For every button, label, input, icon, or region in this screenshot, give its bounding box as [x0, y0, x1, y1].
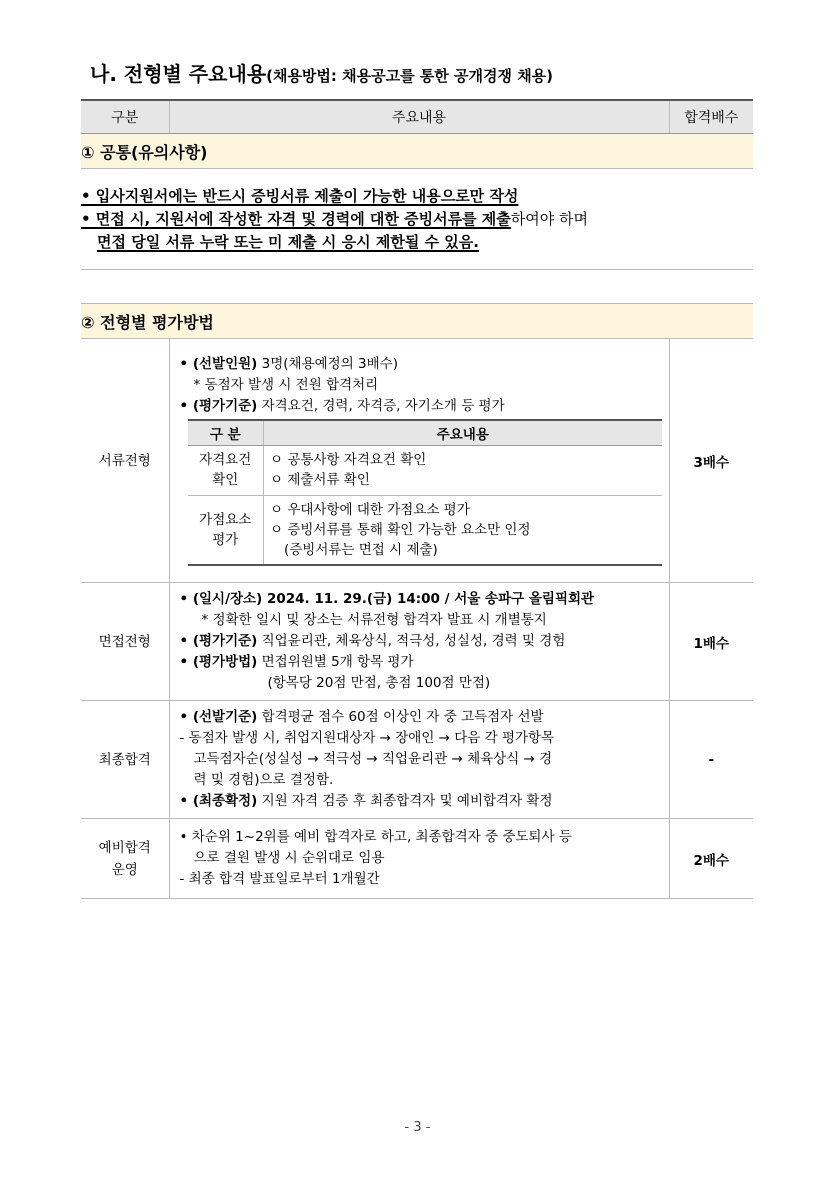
doc-line-2: * 동점자 발생 시 전원 합격처리 — [193, 376, 379, 393]
section-common-header — [81, 134, 753, 169]
multiple-final: - — [669, 701, 753, 819]
row-document-screening — [81, 339, 753, 583]
doc-line-1: • (선발인원) 3명(채용예정의 3배수) — [179, 355, 398, 372]
row-final-pass — [81, 701, 753, 819]
interview-line-4: • (평가방법) 면접위원별 5개 항목 평가 — [179, 654, 414, 670]
final-line-3: 고득점자순(성실성 → 적극성 → 직업윤리관 → 체육상식 → 경 — [193, 751, 553, 767]
document-criteria-table — [188, 419, 662, 566]
page-number: - 3 - — [404, 1120, 431, 1135]
final-line-5: • (최종확정) 지원 자격 검증 후 최종합격자 및 예비합격자 확정 — [179, 793, 553, 809]
header-category: 구분 — [81, 100, 169, 134]
inner-header-category: 구 분 — [188, 420, 264, 446]
label-interview: 면접전형 — [81, 583, 169, 701]
row-reserve — [81, 819, 753, 899]
interview-line-2: * 정확한 일시 및 장소는 서류전형 합격자 발표 시 개별통지 — [201, 612, 547, 628]
common-line-3: 면접 당일 서류 누락 또는 미 제출 시 응시 제한될 수 있음. — [97, 232, 479, 251]
inner-row-qualification: 자격요건 확인 ㅇ 공통사항 자격요건 확인 ㅇ 제출서류 확인 — [188, 445, 662, 495]
inner-header-content: 주요내용 — [264, 420, 662, 446]
interview-line-5: (항목당 20점 만점, 총점 100점 만점) — [267, 675, 491, 691]
multiple-document: 3배수 — [669, 339, 753, 583]
label-document: 서류전형 — [81, 339, 169, 583]
label-reserve: 예비합격 운영 — [81, 819, 169, 899]
page-title — [90, 58, 553, 87]
multiple-reserve: 2배수 — [669, 819, 753, 899]
doc-line-3: • (평가기준) 자격요건, 경력, 자격증, 자기소개 등 평가 — [179, 397, 505, 414]
label-final: 최종합격 — [81, 701, 169, 819]
row-interview — [81, 583, 753, 701]
header-content: 주요내용 — [169, 100, 669, 134]
final-line-2: - 동점자 발생 시, 취업지원대상자 → 장애인 → 다음 각 평가항목 — [179, 730, 555, 746]
final-line-1: • (선발기준) 합격평균 점수 60점 이상인 자 중 고득점자 선발 — [179, 709, 544, 725]
common-line-2: • 면접 시, 지원서에 작성한 자격 및 경력에 대한 증빙서류를 제출하여야 하며 — [81, 209, 588, 228]
section-common-title: ① 공통(유의사항) — [81, 134, 753, 169]
title-sub: (채용방법: 채용공고를 통한 공개경쟁 채용) — [266, 67, 554, 85]
interview-line-3: • (평가기준) 직업윤리관, 체육상식, 적극성, 성실성, 경력 및 경험 — [179, 633, 566, 649]
header-multiple: 합격배수 — [669, 100, 753, 134]
common-line-1: • 입사지원서에는 반드시 증빙서류 제출이 가능한 내용으로만 작성 — [81, 186, 519, 205]
final-line-4: 력 및 경험)으로 결정함. — [193, 772, 334, 788]
table-header — [81, 100, 753, 134]
section-methods-title: ② 전형별 평가방법 — [81, 304, 753, 339]
selection-table — [81, 99, 753, 899]
reserve-line-3: - 최종 합격 발표일로부터 1개월간 — [179, 871, 380, 887]
interview-line-1: • (일시/장소) 2024. 11. 29.(금) 14:00 / 서울 송파구 올림픽회관 — [179, 591, 595, 607]
reserve-line-2: 으로 결원 발생 시 순위대로 임용 — [193, 850, 385, 866]
section-methods-header — [81, 304, 753, 339]
section-common-body — [81, 169, 753, 270]
inner-row-bonus: 가점요소 평가 ㅇ 우대사항에 대한 가점요소 평가 ㅇ 증빙서류를 통해 확인 가능한 요소만 인정 (증빙서류는 면접 시 제출) — [188, 495, 662, 565]
multiple-interview: 1배수 — [669, 583, 753, 701]
title-main: 나. 전형별 주요내용 — [90, 62, 267, 86]
reserve-line-1: • 차순위 1~2위를 예비 합격자로 하고, 최종합격자 중 중도퇴사 등 — [179, 829, 572, 845]
